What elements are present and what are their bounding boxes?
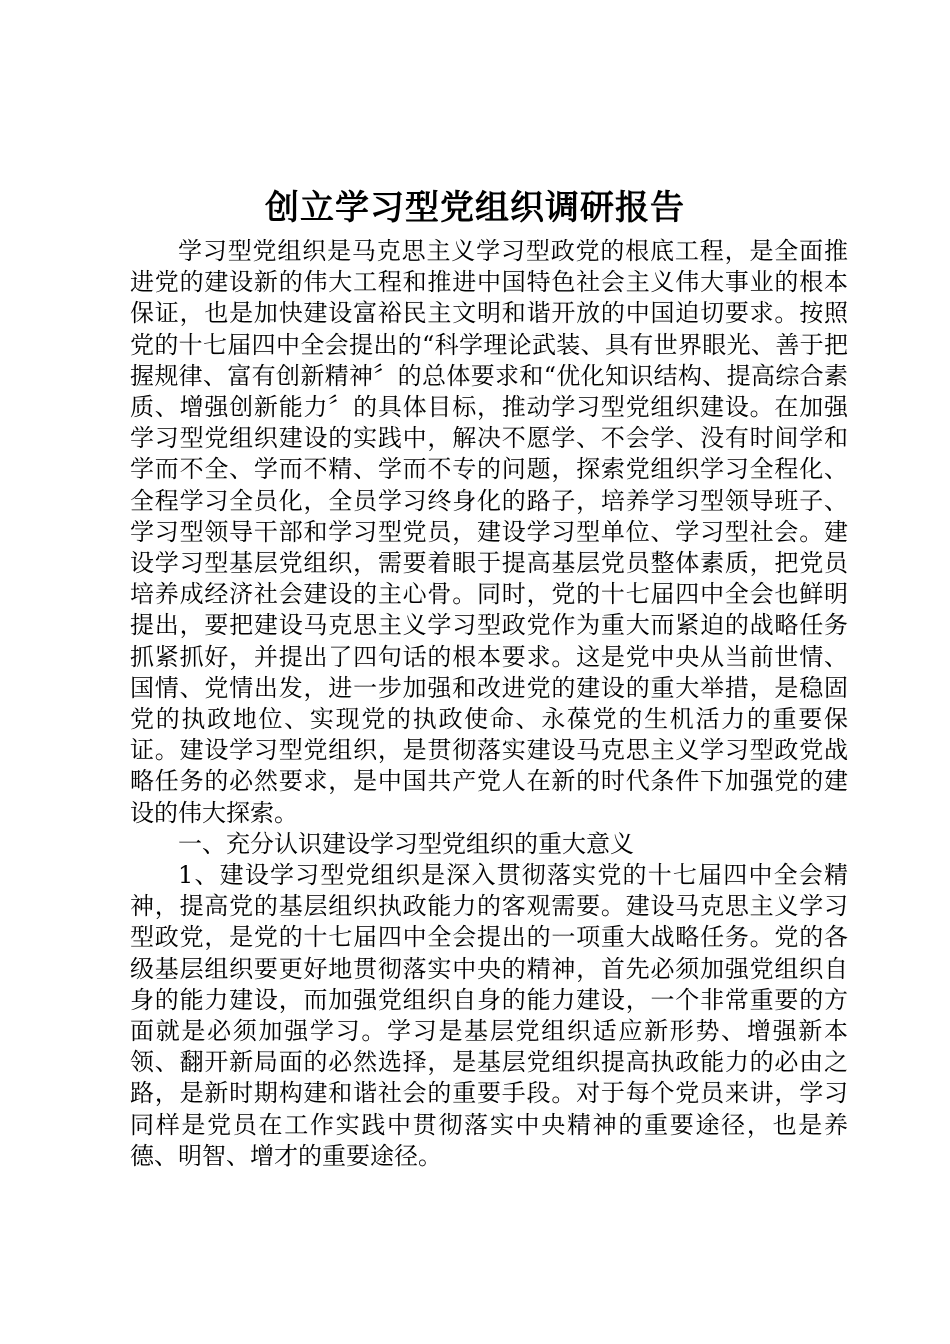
document-title: 创立学习型党组织调研报告 [265,188,685,228]
paragraph-point-1: 1、建设学习型党组织是深入贯彻落实党的十七届四中全会精神，提高党的基层组织执政能力的客观需要。建设马克思主义学习型政党，是党的十七届四中全会提出的一项重大战略任务。党的各级基层组织要更好地贯彻落实中央的精神，首先必须加强党组织自身的能力建设，而加强党组织自身的能力建设，一个非常重要的方面就是必须加强学习。学习是基层党组织适应新形势、增强新本领、翻开新局面的必然选择，是基层党组织提高执政能力的必由之路，是新时期构建和谐社会的重要手段。对于每个党员来讲，学习同样是党员在工作实践中贯彻落实中央精神的重要途径，也是养德、明智、增才的重要途径。 [130,861,848,1170]
section-heading: 一、充分认识建设学习型党组织的重大意义 [178,829,634,858]
document-body [130,236,848,1172]
paragraph-intro: 学习型党组织是马克思主义学习型政党的根底工程，是全面推进党的建设新的伟大工程和推进中国特色社会主义伟大事业的根本保证，也是加快建设富裕民主文明和谐开放的中国迫切要求。按照党的十七届四中全会提出的“科学理论武装、具有世界眼光、善于把握规律、富有创新精神〞的总体要求和“优化知识结构、提高综合素质、增强创新能力〞的具体目标，推动学习型党组织建设。在加强学习型党组织建设的实践中，解决不愿学、不会学、没有时间学和学而不全、学而不精、学而不专的问题，探索党组织学习全程化、全程学习全员化，全员学习终身化的路子，培养学习型领导班子、学习型领导干部和学习型党员，建设学习型单位、学习型社会。建设学习型基层党组织，需要着眼于提高基层党员整体素质，把党员培养成经济社会建设的主心骨。同时，党的十七届四中全会也鲜明提出，要把建设马克思主义学习型政党作为重大而紧迫的战略任务抓紧抓好，并提出了四句话的根本要求。这是党中央从当前世情、国情、党情出发，进一步加强和改进党的建设的重大举措，是稳固党的执政地位、实现党的执政使命、永葆党的生机活力的重要保证。建设学习型党组织，是贯彻落实建设马克思主义学习型政党战略任务的必然要求，是中国共产党人在新的时代条件下加强党的建设的伟大探索。 [130,237,848,827]
